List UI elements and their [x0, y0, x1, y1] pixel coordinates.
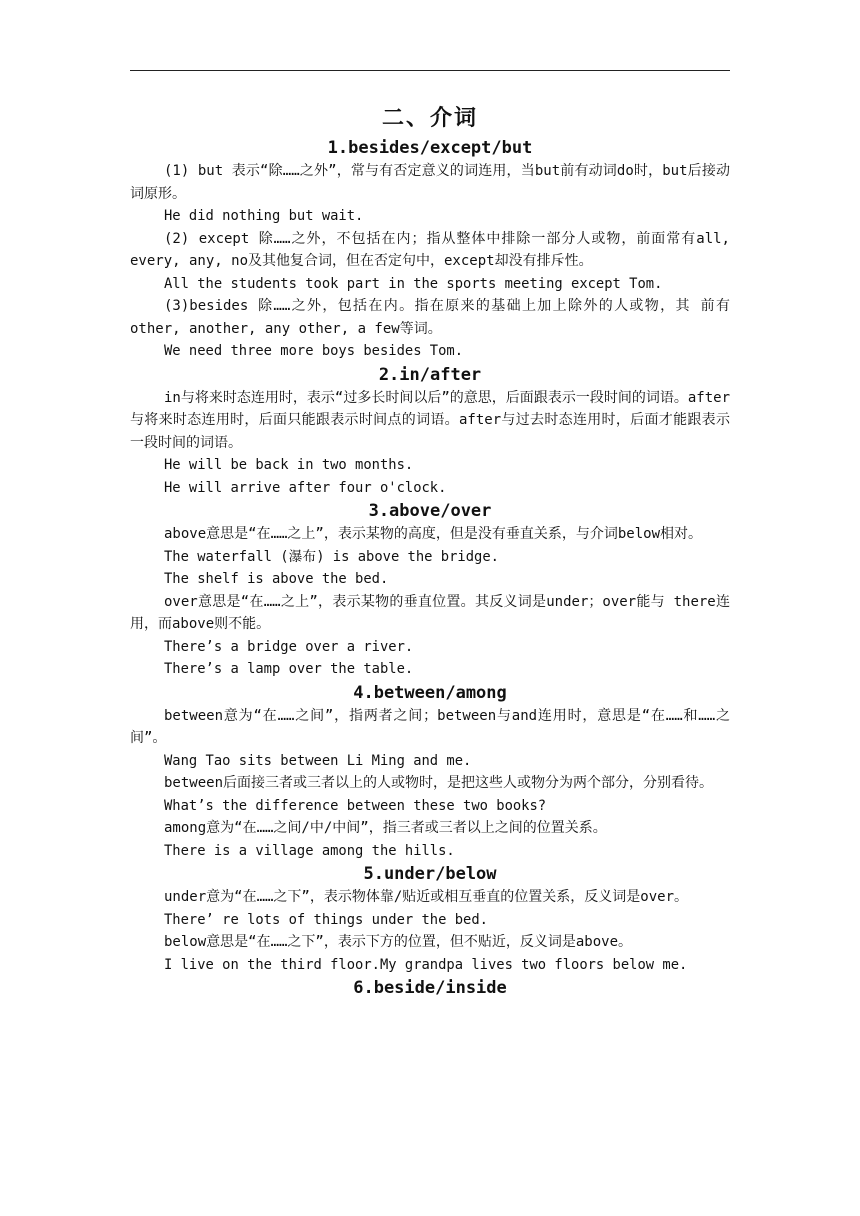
section-heading-4: 4.between/among	[353, 682, 507, 703]
section-heading-6: 6.beside/inside	[353, 978, 507, 998]
document-body	[130, 100, 730, 1000]
paragraph: among意为“在……之间/中/中间”，指三者或三者以上之间的位置关系。	[164, 820, 607, 836]
example-sentence: He will be back in two months.	[164, 457, 414, 473]
section-heading-3: 3.above/over	[368, 501, 492, 521]
example-sentence: There’s a bridge over a river.	[164, 638, 414, 655]
header-rule	[130, 70, 730, 71]
example-sentence: There’s a lamp over the table.	[164, 661, 414, 677]
example-sentence: All the students took part in the sports meeting except Tom.	[164, 275, 663, 292]
paragraph: (1) but 表示“除……之外”，常与有否定意义的词连用，当but前有动词do时，but后接动词原形。	[130, 163, 730, 202]
example-sentence: We need three more boys besides Tom.	[164, 343, 464, 359]
example-sentence: The waterfall (瀑布) is above the bridge.	[164, 548, 499, 565]
paragraph: (2) except 除……之外，不包括在内；指从整体中排除一部分人或物，前面常有all, every, any, no及其他复合词，但在否定句中，except却没有排斥性。	[130, 230, 730, 269]
paragraph: under意为“在……之下”，表示物体靠/贴近或相互垂直的位置关系，反义词是over。	[164, 889, 689, 905]
paragraph: (3)besides 除……之外，包括在内。指在原来的基础上加上除外的人或物，其 前有other, another, any other, a few等词。	[130, 298, 730, 337]
paragraph: below意思是“在……之下”，表示下方的位置，但不贴近，反义词是above。	[164, 934, 633, 950]
paragraph: in与将来时态连用时，表示“过多长时间以后”的意思，后面跟表示一段时间的词语。after与将来时态连用时，后面只能跟表示时间点的词语。after与过去时态连用时，后面才能跟表示一段时间的词语。	[130, 389, 730, 451]
example-sentence: He did nothing but wait.	[164, 208, 364, 224]
example-sentence: The shelf is above the bed.	[164, 571, 389, 587]
example-sentence: I live on the third floor.My grandpa lives two floors below me.	[164, 956, 688, 973]
paragraph: above意思是“在……之上”，表示某物的高度，但是没有垂直关系，与介词below相对。	[164, 526, 703, 542]
paragraph: between后面接三者或三者以上的人或物时，是把这些人或物分为两个部分，分别看待。	[164, 775, 713, 791]
example-sentence: What’s the difference between these two books?	[164, 797, 547, 814]
paragraph: over意思是“在……之上”，表示某物的垂直位置。其反义词是under；over能与 there连用，而above则不能。	[130, 593, 730, 632]
section-heading-1: 1.besides/except/but	[327, 138, 533, 158]
example-sentence: He will arrive after four o'clock.	[164, 479, 447, 496]
page-title: 二、介词	[381, 105, 478, 131]
paragraph: between意为“在……之间”，指两者之间；between与and连用时，意思是“在……和……之间”。	[130, 707, 730, 746]
section-heading-2: 2.in/after	[378, 364, 482, 385]
example-sentence: Wang Tao sits between Li Ming and me.	[164, 752, 472, 769]
section-heading-5: 5.under/below	[363, 864, 497, 884]
example-sentence: There is a village among the hills.	[164, 842, 455, 859]
example-sentence: There’ re lots of things under the bed.	[164, 911, 488, 928]
